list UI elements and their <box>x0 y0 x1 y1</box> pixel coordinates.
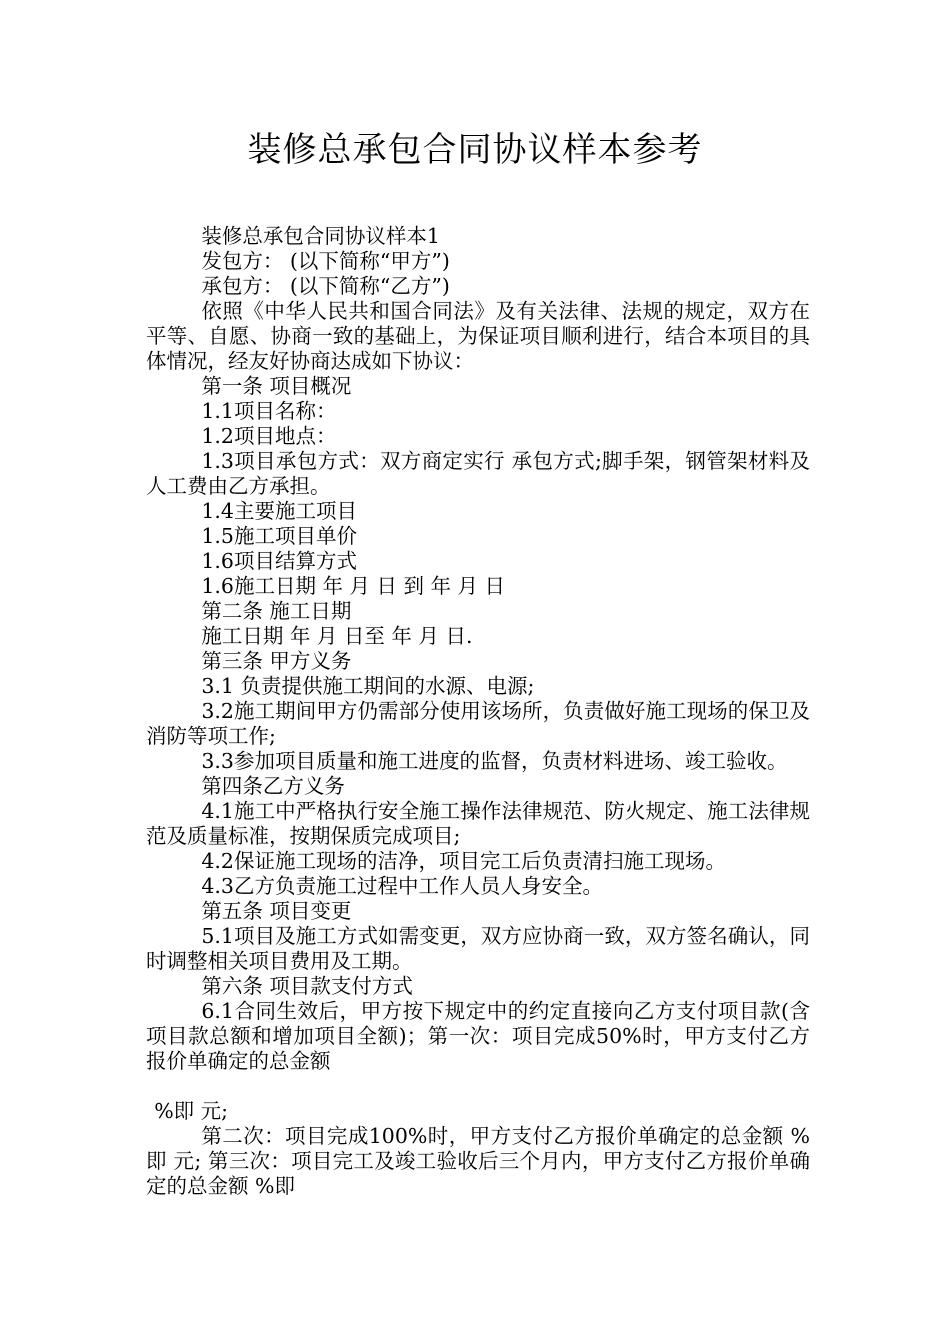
clause-6-1: 6.1合同生效后，甲方按下规定中的约定直接向乙方支付项目款(含项目款总额和增加项目全额)；第一次：项目完成50%时，甲方支付乙方报价单确定的总金额 <box>146 999 810 1073</box>
clause-6-1-installments: 第二次：项目完成100%时，甲方支付乙方报价单确定的总金额 %即 元; 第三次：项目完工及竣工验收后三个月内，甲方支付乙方报价单确定的总金额 %即 <box>146 1124 810 1198</box>
paragraph-preamble: 依照《中华人民共和国合同法》及有关法律、法规的规定，双方在平等、自愿、协商一致的基础上，为保证项目顺利进行，结合本项目的具体情况，经友好协商达成如下协议： <box>146 299 810 373</box>
paragraph-party-a: 发包方： (以下简称“甲方”) <box>201 249 450 273</box>
clause-5-1: 5.1项目及施工方式如需变更，双方应协商一致，双方签名确认，同时调整相关项目费用及工期。 <box>146 924 810 973</box>
clause-4-2: 4.2保证施工现场的洁净，项目完工后负责清扫施工现场。 <box>201 849 726 873</box>
clause-1-2: 1.2项目地点： <box>201 424 337 448</box>
article-heading-4: 第四条乙方义务 <box>201 774 345 798</box>
clause-1-4: 1.4主要施工项目 <box>201 499 357 523</box>
document-body <box>146 224 810 1199</box>
paragraph-party-b: 承包方： (以下简称“乙方”) <box>201 274 450 298</box>
clause-3-1: 3.1 负责提供施工期间的水源、电源; <box>201 674 535 698</box>
article-heading-6: 第六条 项目款支付方式 <box>201 974 413 998</box>
clause-1-5: 1.5施工项目单价 <box>201 524 357 548</box>
clause-1-3: 1.3项目承包方式：双方商定实行 承包方式;脚手架，钢管架材料及人工费由乙方承担。 <box>146 449 810 498</box>
clause-4-1: 4.1施工中严格执行安全施工操作法律规范、防火规定、施工法律规范及质量标准，按期保质完成项目; <box>146 799 810 848</box>
clause-2-dates: 施工日期 年 月 日至 年 月 日. <box>201 624 473 648</box>
document-title: 装修总承包合同协议样本参考 <box>247 130 703 170</box>
clause-4-3: 4.3乙方负责施工过程中工作人员人身安全。 <box>201 874 603 898</box>
article-heading-3: 第三条 甲方义务 <box>201 649 352 673</box>
clause-1-1: 1.1项目名称： <box>201 399 337 423</box>
clause-1-6-dates: 1.6施工日期 年 月 日 到 年 月 日 <box>201 574 506 598</box>
clause-3-2: 3.2施工期间甲方仍需部分使用该场所，负责做好施工现场的保卫及消防等项工作; <box>146 699 810 748</box>
article-heading-1: 第一条 项目概况 <box>201 374 352 398</box>
article-heading-5: 第五条 项目变更 <box>201 899 352 923</box>
clause-3-3: 3.3参加项目质量和施工进度的监督，负责材料进场、竣工验收。 <box>201 749 788 773</box>
clause-6-1-amount: %即 元; <box>154 1099 229 1123</box>
paragraph-sample-heading: 装修总承包合同协议样本1 <box>201 224 440 248</box>
article-heading-2: 第二条 施工日期 <box>201 599 352 623</box>
clause-1-6-settlement: 1.6项目结算方式 <box>201 549 357 573</box>
